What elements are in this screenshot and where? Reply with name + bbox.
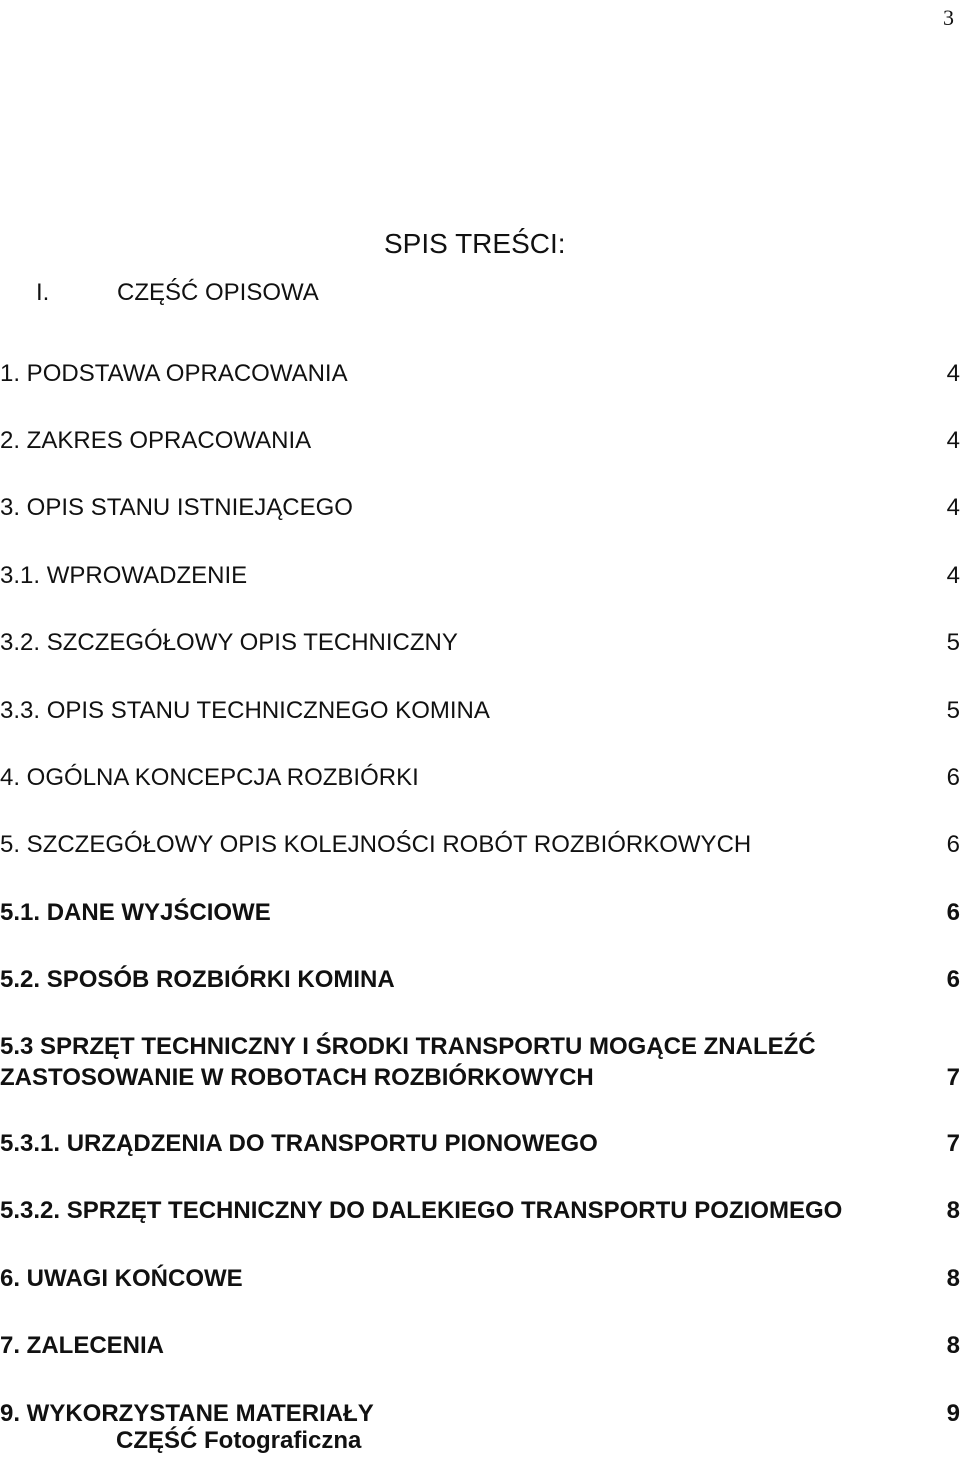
part-label: CZĘŚĆ OPISOWA	[117, 279, 319, 306]
toc-entry-label: 2. ZAKRES OPRACOWANIA	[0, 427, 312, 454]
toc-entry-page: 4	[946, 427, 960, 454]
toc-entry-label: 3.1. WPROWADZENIE	[0, 562, 248, 589]
part-number: I.	[36, 279, 50, 306]
toc-entry-label: 5.3.2. SPRZĘT TECHNICZNY DO DALEKIEGO TRANSPORTU POZIOMEGO	[0, 1197, 843, 1224]
toc-entry-page: 8	[946, 1265, 960, 1292]
toc-entry-page: 5	[946, 629, 960, 656]
toc-entry-label: 3.2. SZCZEGÓŁOWY OPIS TECHNICZNY	[0, 629, 458, 656]
toc-entry-label: ZASTOSOWANIE W ROBOTACH ROZBIÓRKOWYCH	[0, 1064, 594, 1091]
part-photographic-label: CZĘŚĆ Fotograficzna	[116, 1427, 362, 1454]
toc-entry-label: 9. WYKORZYSTANE MATERIAŁY	[0, 1400, 374, 1427]
toc-entry-label: 6. UWAGI KOŃCOWE	[0, 1265, 243, 1292]
toc-entry-label: 5.2. SPOSÓB ROZBIÓRKI KOMINA	[0, 966, 395, 993]
toc-entry-page: 7	[946, 1064, 960, 1091]
toc-entry-page: 6	[946, 764, 960, 791]
toc-entry-page: 6	[946, 966, 960, 993]
toc-entry-page: 8	[946, 1197, 960, 1224]
toc-entry-page: 4	[946, 562, 960, 589]
toc-entry-page: 7	[946, 1130, 960, 1157]
toc-entry-label: 7. ZALECENIA	[0, 1332, 165, 1359]
toc-entry-label: 5.3.1. URZĄDZENIA DO TRANSPORTU PIONOWEGO	[0, 1130, 598, 1157]
toc-entry-page: 4	[946, 494, 960, 521]
toc-entry-label: 5.3 SPRZĘT TECHNICZNY I ŚRODKI TRANSPORTU MOGĄCE ZNALEŹĆ	[0, 1033, 816, 1060]
toc-entry-label: 1. PODSTAWA OPRACOWANIA	[0, 360, 348, 387]
toc-entry-label: 3.3. OPIS STANU TECHNICZNEGO KOMINA	[0, 697, 490, 724]
toc-entry-page: 6	[946, 899, 960, 926]
toc-entry-label: 5. SZCZEGÓŁOWY OPIS KOLEJNOŚCI ROBÓT ROZBIÓRKOWYCH	[0, 831, 752, 858]
toc-entry-page: 5	[946, 697, 960, 724]
toc-entry-page: 6	[946, 831, 960, 858]
toc-entry-page: 9	[946, 1400, 960, 1427]
toc-entry-page: 8	[946, 1332, 960, 1359]
toc-entry-label: 4. OGÓLNA KONCEPCJA ROZBIÓRKI	[0, 764, 419, 791]
toc-entry-page: 4	[946, 360, 960, 387]
page-title: SPIS TREŚCI:	[384, 228, 566, 259]
page-number: 3	[943, 5, 954, 30]
toc-entry-label: 3. OPIS STANU ISTNIEJĄCEGO	[0, 494, 353, 521]
toc-entry-label: 5.1. DANE WYJŚCIOWE	[0, 899, 271, 926]
